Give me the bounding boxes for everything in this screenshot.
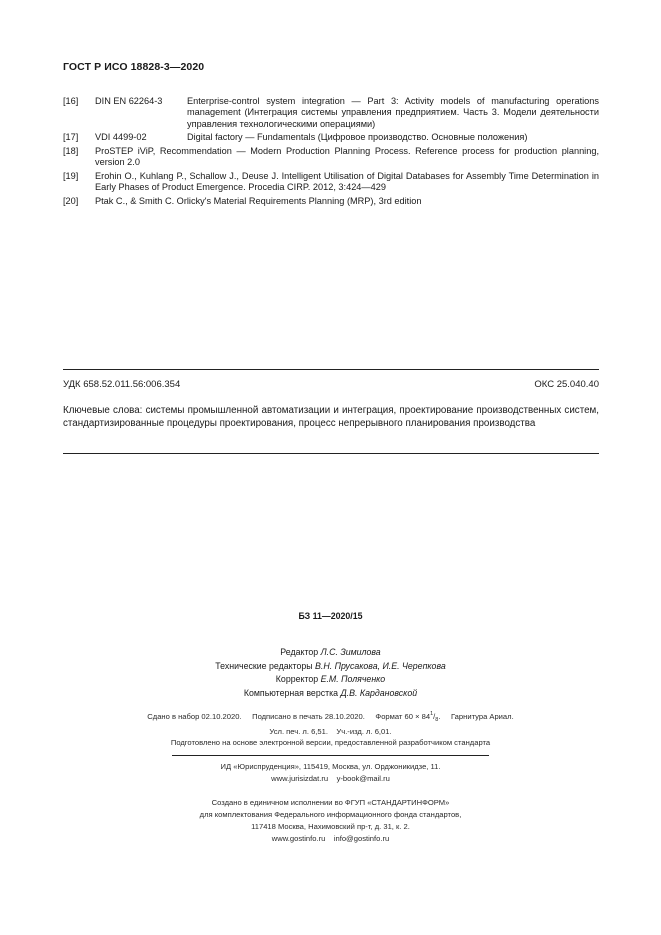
- reference-text: Erohin O., Kuhlang P., Schallow J., Deuse J. Intelligent Utilisation of Digital Databases for Assembly Time Determination in Early Phases of Product Emergence. Procedia CIRP. 2012, 3:424—429: [95, 171, 599, 193]
- reference-number: [17]: [63, 132, 79, 143]
- editor-line: Редактор Л.С. Зимилова: [280, 647, 381, 657]
- printer-line-1: Создано в единичном исполнении во ФГУП «СТАНДАРТИНФОРМ»: [211, 798, 450, 807]
- corrector-line: Корректор Е.М. Поляченко: [275, 674, 386, 685]
- reference-text: Ptak C., & Smith C. Orlicky's Material Requirements Planning (MRP), 3rd edition: [95, 196, 422, 206]
- imprint-divider: [172, 755, 489, 756]
- bz-number: БЗ 11—2020/15: [298, 611, 363, 621]
- reference-number: [16]: [63, 96, 79, 106]
- credits-block: [0, 646, 661, 700]
- printer-line-3: 117418 Москва, Нахимовский пр-т, д. 31, к. 2.: [251, 822, 410, 831]
- editor-name: Л.С. Зимилова: [320, 647, 381, 657]
- publisher-site: www.jurisizdat.ru: [271, 774, 329, 783]
- publisher-email: y-book@mail.ru: [336, 774, 390, 783]
- layout-line: Компьютерная верстка Д.В. Кардановской: [243, 687, 418, 698]
- tech-editors-names: В.Н. Прусакова, И.Е. Черепкова: [315, 660, 446, 671]
- bottom-divider: [63, 453, 599, 454]
- reference-item: [63, 132, 599, 143]
- reference-number: [18]: [63, 146, 79, 156]
- printer-email: info@gostinfo.ru: [333, 834, 390, 843]
- publisher-address: ИД «Юриспруденция», 115419, Москва, ул. Орджоникидзе, 11.: [220, 762, 441, 771]
- print-line-1: Сдано в набор 02.10.2020. Подписано в печать 28.10.2020. Формат $60 \times 84^1/_8$. Гарнитура Ариал.: [147, 711, 514, 723]
- page-header: ГОСТ Р ИСО 18828-3—2020: [63, 61, 205, 73]
- reference-number: [20]: [63, 196, 79, 206]
- reference-code: DIN EN 62264-3: [95, 96, 163, 106]
- printer-block: [0, 797, 661, 845]
- reference-text: ProSTEP iViP, Recommendation — Modern Production Planning Process. Reference process for production planning, version 2.0: [95, 146, 599, 168]
- reference-item: [63, 146, 599, 169]
- publisher-contacts: [0, 773, 661, 785]
- reference-item: [63, 196, 599, 207]
- reference-item: [63, 171, 599, 194]
- top-divider: [63, 369, 599, 370]
- publisher-block: [0, 761, 661, 785]
- layout-name: Д.В. Кардановской: [340, 687, 418, 698]
- reference-text: Enterprise-control system integration — Part 3: Activity models of manufacturing operations management (Интеграция системы управления предприятием. Часть 3. Модели деятельности управления технологическими операциями): [187, 96, 599, 129]
- print-line-2: Усл. печ. л. 6,51. Уч.-изд. л. 6,01.: [269, 727, 392, 736]
- printer-line-2: для комплектования Федерального информационного фонда стандартов,: [199, 810, 462, 819]
- print-format: Формат $60 \times 84^1/_8$.: [375, 711, 441, 723]
- printer-contacts: [0, 833, 661, 845]
- corrector-name: Е.М. Поляченко: [320, 674, 386, 685]
- reference-text: Digital factory — Fundamentals (Цифровое производство. Основные положения): [187, 132, 528, 143]
- reference-number: [19]: [63, 171, 79, 181]
- tech-editors-line: Технические редакторы В.Н. Прусакова, И.Е. Черепкова: [215, 660, 446, 671]
- bibliography-list: [63, 96, 599, 210]
- reference-code: VDI 4499-02: [95, 132, 147, 143]
- udc-code: УДК 658.52.011.56:006.354: [63, 379, 181, 390]
- printer-site: www.gostinfo.ru: [271, 834, 326, 843]
- prepared-note: Подготовлено на основе электронной версии, предоставленной разработчиком стандарта: [170, 738, 491, 747]
- keywords: Ключевые слова: системы промышленной автоматизации и интеграция, проектирование производственных систем, стандартизированные процедуры проектирования, процесс непрерывного планирования производства: [63, 405, 599, 429]
- print-details: [0, 708, 661, 738]
- classification-row: [63, 379, 599, 390]
- oks-code: ОКС 25.040.40: [534, 379, 599, 390]
- reference-item: [63, 96, 599, 130]
